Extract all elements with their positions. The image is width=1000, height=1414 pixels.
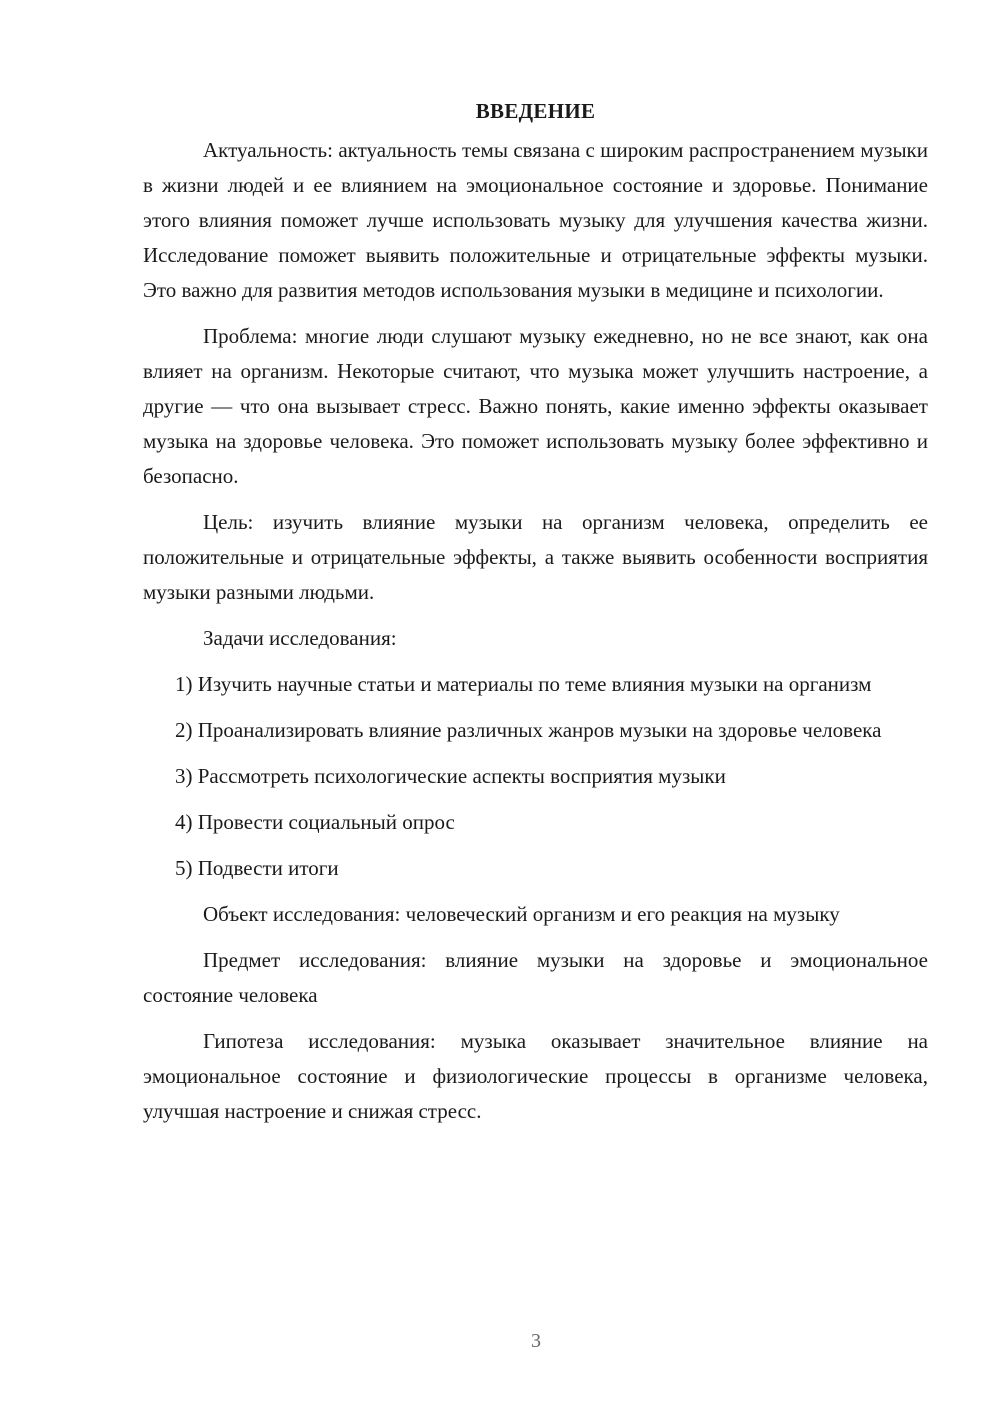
object-paragraph: Объект исследования: человеческий организм и его реакция на музыку xyxy=(203,902,840,926)
task-item-3: 3) Рассмотреть психологические аспекты восприятия музыки xyxy=(175,764,726,788)
section-title: ВВЕДЕНИЕ xyxy=(475,99,596,123)
document-page xyxy=(143,94,928,1140)
task-item-1: 1) Изучить научные статьи и материалы по теме влияния музыки на организм xyxy=(175,672,872,696)
tasks-list xyxy=(143,667,928,886)
task-item-4: 4) Провести социальный опрос xyxy=(175,810,455,834)
subject-paragraph: Предмет исследования: влияние музыки на здоровье и эмоциональное состояние человека xyxy=(143,948,928,1007)
task-item-2: 2) Проанализировать влияние различных жанров музыки на здоровье человека xyxy=(175,718,882,742)
page-number: 3 xyxy=(531,1330,541,1352)
goal-paragraph: Цель: изучить влияние музыки на организм человека, определить ее положительные и отрицательные эффекты, а также выявить особенности восприятия музыки разными людьми. xyxy=(143,510,928,604)
hypothesis-paragraph: Гипотеза исследования: музыка оказывает значительное влияние на эмоциональное состояние и физиологические процессы в организме человека, улучшая настроение и снижая стресс. xyxy=(143,1029,928,1123)
task-item-5: 5) Подвести итоги xyxy=(175,856,339,880)
problem-paragraph: Проблема: многие люди слушают музыку ежедневно, но не все знают, как она влияет на организм. Некоторые считают, что музыка может улучшить настроение, а другие — что она вызывает стресс. Важно понять, какие именно эффекты оказывает музыка на здоровье человека. Это поможет использовать музыку более эффективно и безопасно. xyxy=(143,324,928,488)
relevance-paragraph: Актуальность: актуальность темы связана с широким распространением музыки в жизни людей и ее влиянием на эмоциональное состояние и здоровье. Понимание этого влияния поможет лучше использовать музыку для улучшения качества жизни. Исследование поможет выявить положительные и отрицательные эффекты музыки. Это важно для развития методов использования музыки в медицине и психологии. xyxy=(143,138,928,302)
tasks-heading: Задачи исследования: xyxy=(203,626,397,650)
